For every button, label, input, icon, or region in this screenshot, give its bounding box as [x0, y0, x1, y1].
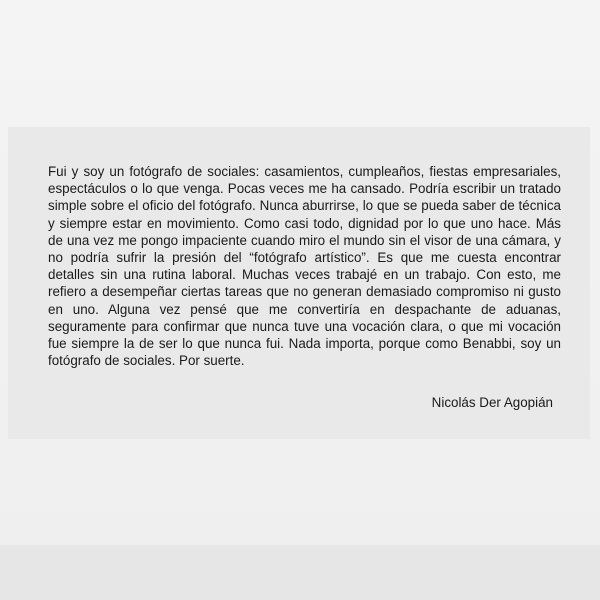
floor-strip [0, 545, 600, 600]
author-signature: Nicolás Der Agopián [431, 395, 553, 410]
wall-text-panel [8, 127, 590, 439]
artist-statement-paragraph: Fui y soy un fotógrafo de sociales: casamientos, cumpleaños, fiestas empresariales, espectáculos o lo que venga. Pocas veces me ha cansado. Podría escribir un tratado simple sobre el oficio del fotógrafo. Nunca aburrirse, lo que se pueda saber de técnica y siempre estar en movimiento. Como casi todo, dignidad por lo que uno hace. Más de una vez me pongo impaciente cuando miro el mundo sin el visor de una cámara, y no podría sufrir la presión del “fotógrafo artístico”. Es que me cuesta encontrar detalles sin una rutina laboral. Muchas veces trabajé en un trabajo. Con esto, me refiero a desempeñar ciertas tareas que no generan demasiado compromiso ni gusto en uno. Alguna vez pensé que me convertiría en despachante de aduanas, seguramente para confirmar que nunca tuve una vocación clara, o que mi vocación fue siempre la de ser lo que nunca fui. Nada importa, porque como Benabbi, soy un fotógrafo de sociales. Por suerte. [48, 164, 561, 369]
